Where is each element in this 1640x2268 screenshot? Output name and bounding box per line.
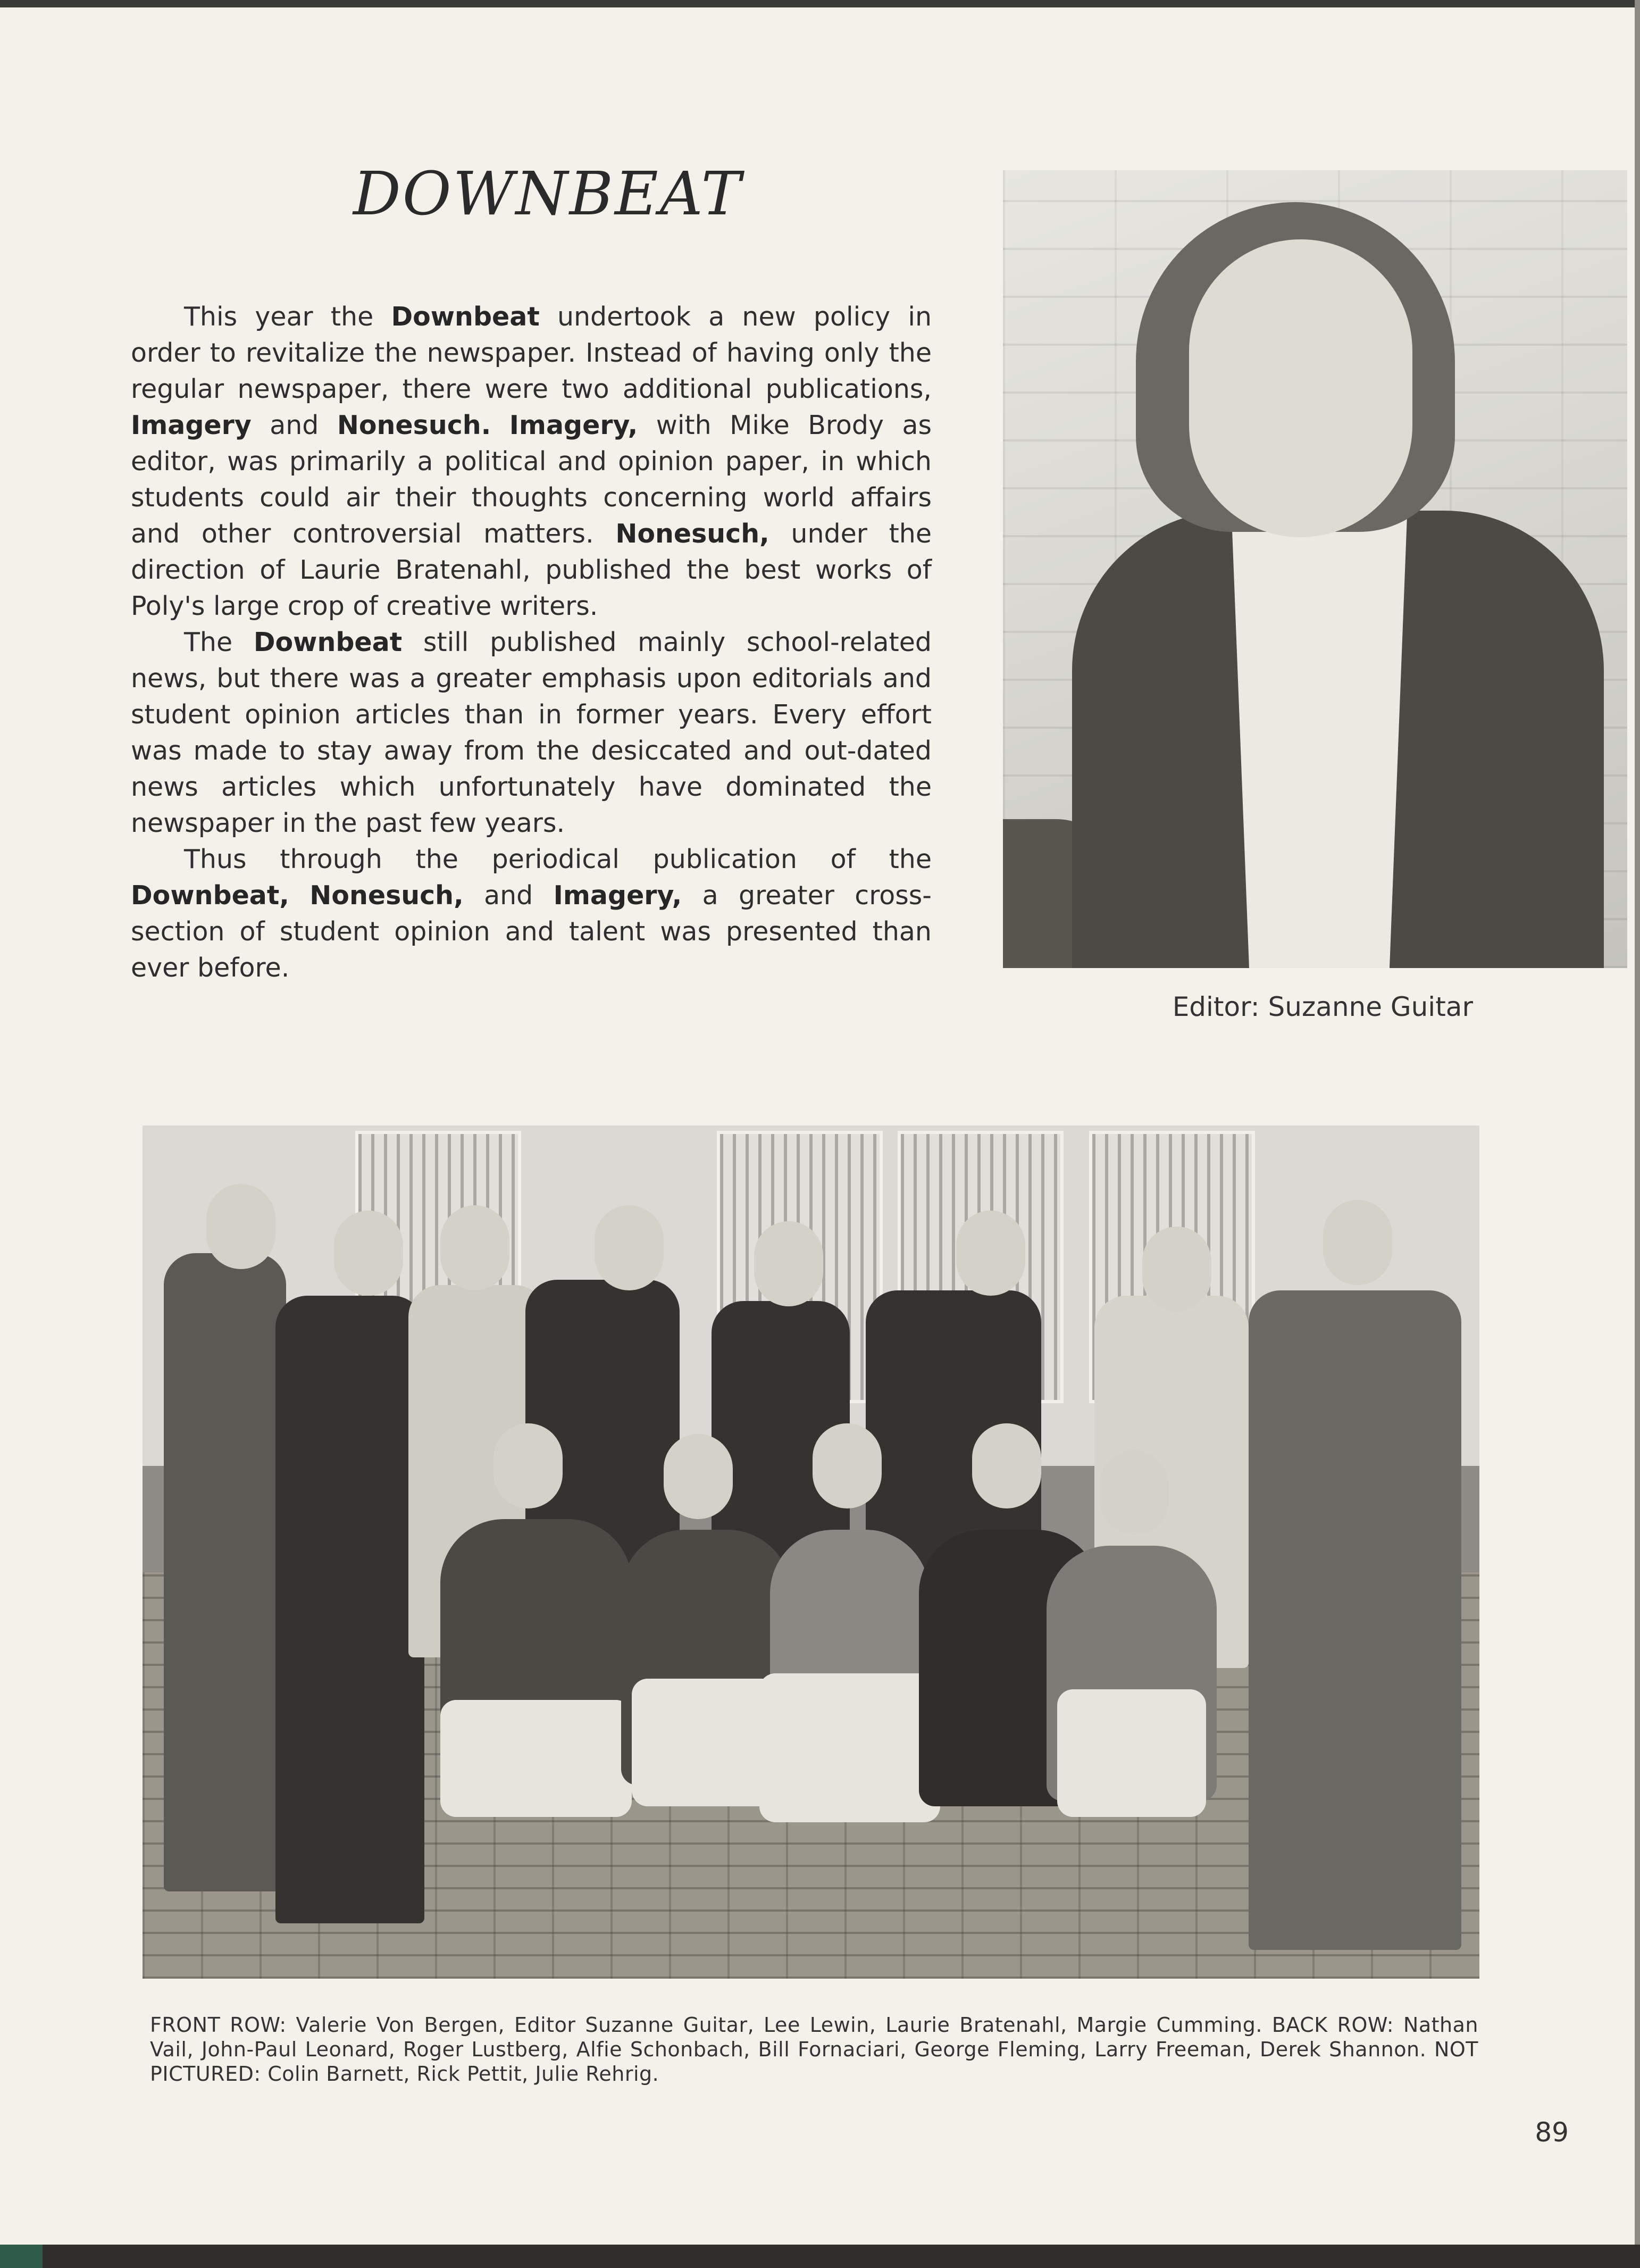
skirt: [759, 1673, 940, 1822]
group-photo-caption: FRONT ROW: Valerie Von Bergen, Editor Suzanne Guitar, Lee Lewin, Laurie Bratenahl, Margie Cumming. BACK ROW: Nathan Vail, John-Paul Leonard, Roger Lustberg, Alfie Schonbach, Bill Fornaciari, George Fleming, Larry Freeman, Derek Shannon. NOT PICTURED: Colin Barnett, Rick Pettit, Julie Rehrig.: [150, 2013, 1478, 2086]
publication-name: Imagery,: [509, 410, 638, 440]
article-body: [131, 299, 932, 986]
head: [1142, 1227, 1211, 1312]
head: [813, 1423, 882, 1508]
skirt: [1057, 1689, 1206, 1817]
face: [1189, 239, 1412, 537]
staff-group-photo: [143, 1125, 1479, 1979]
skirt: [440, 1700, 632, 1817]
page-number: 89: [1535, 2117, 1569, 2148]
publication-name: Imagery,: [553, 880, 682, 911]
publication-name: Nonesuch,: [615, 519, 769, 549]
page-edge-bottom: [0, 2245, 1640, 2268]
article-paragraph: The Downbeat still published mainly school-related news, but there was a greater emphasis upon editorials and student opinion articles than in former years. Every effort was made to stay away from the desiccated and out-dated news articles which unfortunately have dominated the newspaper in the past few years.: [131, 627, 932, 838]
head: [1100, 1450, 1169, 1535]
publication-name: Nonesuch.: [337, 410, 491, 440]
standing-person: [1249, 1290, 1461, 1950]
head: [664, 1434, 733, 1519]
head: [334, 1211, 403, 1296]
head: [493, 1423, 563, 1508]
head: [595, 1205, 664, 1290]
publication-name: Imagery: [131, 410, 252, 440]
blouse: [1232, 516, 1407, 968]
standing-person: [164, 1253, 286, 1891]
page-edge-top: [0, 0, 1640, 7]
editor-caption: Editor: Suzanne Guitar: [1172, 991, 1473, 1022]
head: [754, 1221, 823, 1306]
editor-portrait-photo: [1003, 170, 1627, 968]
page-title: DOWNBEAT: [353, 160, 743, 229]
head: [956, 1211, 1025, 1296]
head: [206, 1184, 275, 1269]
head: [440, 1205, 509, 1290]
article-paragraph: Thus through the periodical publication of the Downbeat, Nonesuch, and Imagery, a greater cross-section of student opinion and talent was presented than ever before.: [131, 844, 932, 983]
standing-person: [275, 1296, 424, 1923]
publication-name: Downbeat: [391, 302, 540, 332]
page-edge-right: [1635, 0, 1640, 2268]
publication-name: Downbeat,: [131, 880, 289, 911]
publication-name: Downbeat: [253, 627, 403, 657]
article-paragraph: This year the Downbeat undertook a new policy in order to revitalize the newspaper. Instead of having only the regular newspaper, there were two additional publications, Imagery and Nonesuch. Imagery, with Mike Brody as editor, was primarily a political and opinion paper, in which students could air their thoughts concerning world affairs and other controversial matters. Nonesuch, under the direction of Laurie Bratenahl, published the best works of Poly's large crop of creative writers.: [131, 302, 932, 621]
head: [1323, 1200, 1392, 1285]
publication-name: Nonesuch,: [309, 880, 464, 911]
head: [972, 1423, 1041, 1508]
